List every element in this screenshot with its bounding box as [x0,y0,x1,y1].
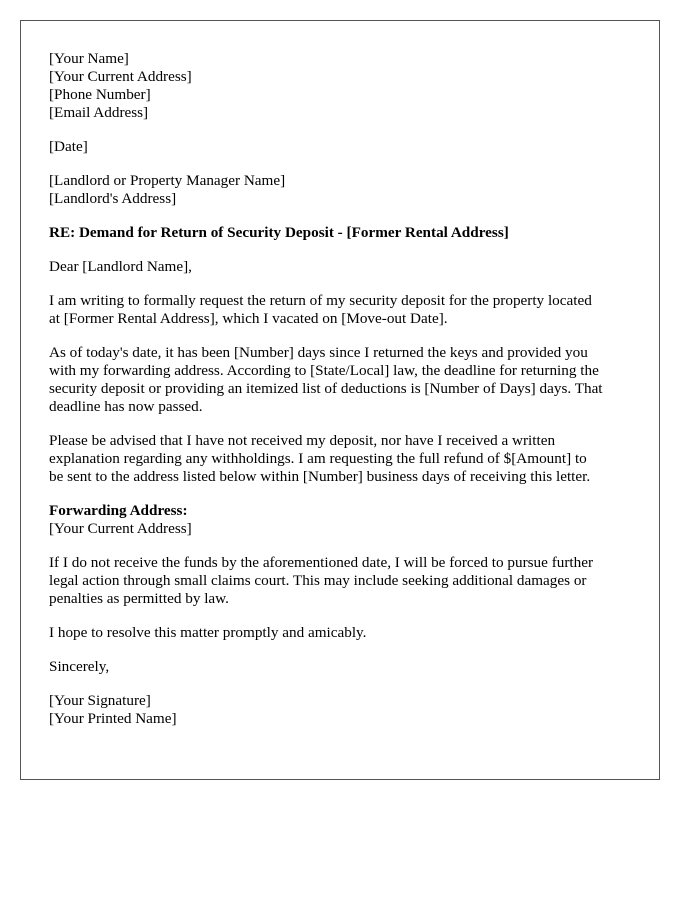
paragraph-line: with my forwarding address. According to [State/Local] law, the deadline for returning the [49,362,599,379]
paragraph-line: deadline has now passed. [49,398,203,415]
date-block [49,138,641,156]
subject-text: RE: Demand for Return of Security Deposit - [Former Rental Address] [49,224,509,241]
sender-block [49,50,641,122]
salutation-text: Dear [Landlord Name], [49,258,192,275]
recipient-name: [Landlord or Property Manager Name] [49,172,286,189]
valediction [49,658,641,676]
recipient-address: [Landlord's Address] [49,190,177,207]
sender-phone: [Phone Number] [49,86,151,103]
paragraph-2 [49,344,641,416]
forwarding-heading: Forwarding Address: [49,502,188,519]
paragraph-5 [49,624,641,642]
paragraph-line: at [Former Rental Address], which I vacated on [Move-out Date]. [49,310,448,327]
salutation [49,258,641,276]
paragraph-line: As of today's date, it has been [Number] days since I returned the keys and provided you [49,344,588,361]
letter-date: [Date] [49,138,88,155]
printed-name: [Your Printed Name] [49,710,177,727]
letter-page [20,20,660,780]
forwarding-value: [Your Current Address] [49,520,192,537]
paragraph-4 [49,554,641,608]
paragraph-line: penalties as permitted by law. [49,590,229,607]
paragraph-line: I hope to resolve this matter promptly and amicably. [49,624,367,641]
sender-name: [Your Name] [49,50,129,67]
signature-block [49,692,641,728]
paragraph-1 [49,292,641,328]
paragraph-3 [49,432,641,486]
paragraph-line: be sent to the address listed below within [Number] business days of receiving this letter. [49,468,591,485]
sender-email: [Email Address] [49,104,149,121]
paragraph-line: security deposit or providing an itemized list of deductions is [Number of Days] days. That [49,380,603,397]
recipient-block [49,172,641,208]
valediction-text: Sincerely, [49,658,110,675]
paragraph-line: explanation regarding any withholdings. I am requesting the full refund of $[Amount] to [49,450,587,467]
subject-line [49,224,641,242]
signature: [Your Signature] [49,692,151,709]
paragraph-line: legal action through small claims court. This may include seeking additional damages or [49,572,587,589]
letter-body [49,50,641,728]
sender-address: [Your Current Address] [49,68,192,85]
paragraph-line: I am writing to formally request the return of my security deposit for the property located [49,292,592,309]
paragraph-line: Please be advised that I have not received my deposit, nor have I received a written [49,432,556,449]
forwarding-address-block [49,502,641,538]
paragraph-line: If I do not receive the funds by the aforementioned date, I will be forced to pursue further [49,554,594,571]
